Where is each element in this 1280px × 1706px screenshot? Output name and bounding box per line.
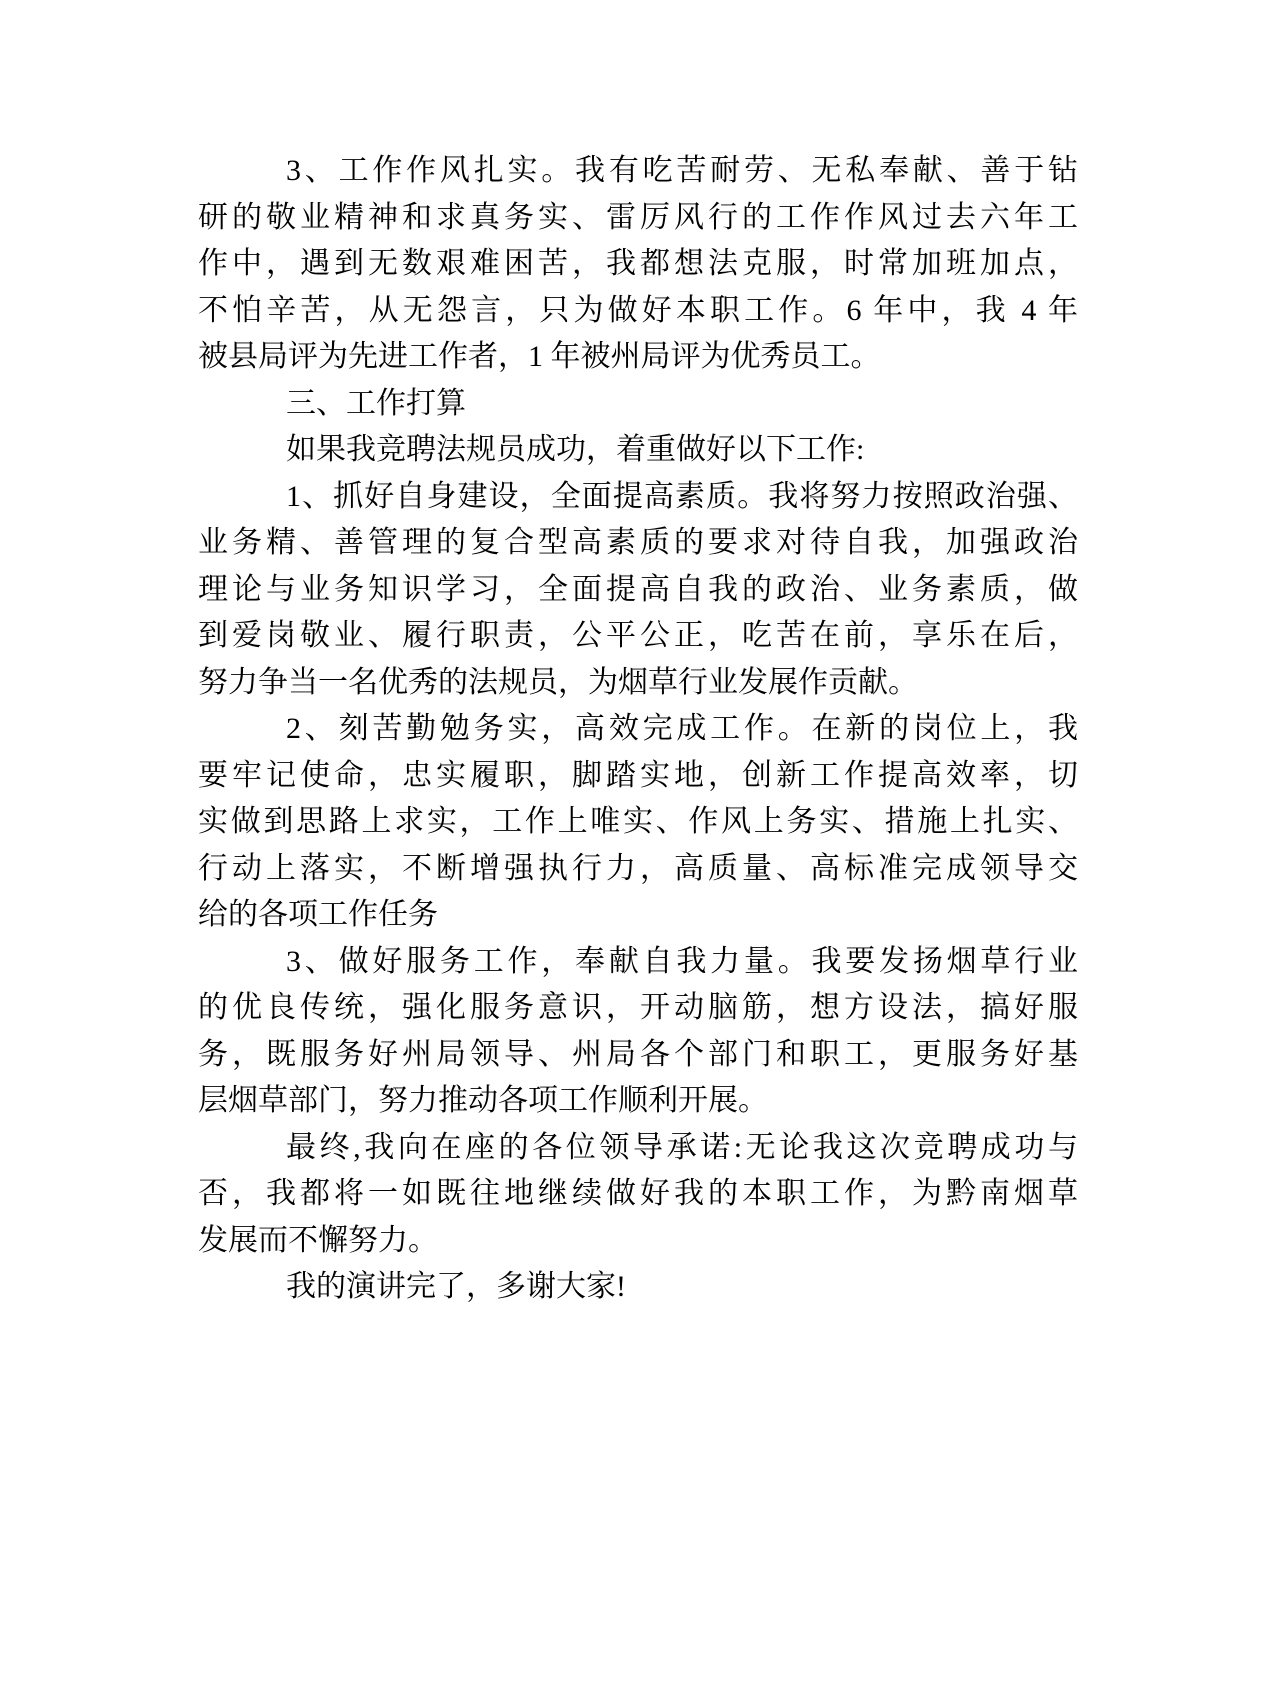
body-paragraph: [198, 427, 1078, 474]
text-line: 不怕辛苦，从无怨言，只为做好本职工作。6 年中，我 4 年: [198, 293, 1078, 327]
text-line: 发展而不懈努力。: [198, 1223, 438, 1257]
text-line: 努力争当一名优秀的法规员，为烟草行业发展作贡献。: [198, 665, 918, 699]
body-paragraph: [198, 474, 1078, 707]
text-line: 2、刻苦勤勉务实，高效完成工作。在新的岗位上，我: [286, 712, 1078, 745]
text-line: 的优良传统，强化服务意识，开动脑筋，想方设法，搞好服: [198, 991, 1078, 1024]
text-line: 业务精、善管理的复合型高素质的要求对待自我，加强政治: [198, 526, 1078, 559]
closing-line: [198, 1264, 1078, 1311]
text-line: 研的敬业精神和求真务实、雷厉风行的工作作风过去六年工: [198, 200, 1078, 234]
body-paragraph: [198, 148, 1078, 381]
text-line: 如果我竞聘法规员成功，着重做好以下工作:: [286, 433, 865, 466]
text-line: 最终,我向在座的各位领导承诺:无论我这次竞聘成功与: [286, 1130, 1078, 1164]
text-line: 作中，遇到无数艰难困苦，我都想法克服，时常加班加点，: [198, 247, 1078, 280]
text-line: 3、工作作风扎实。我有吃苦耐劳、无私奉献、善于钻: [286, 154, 1078, 187]
text-line: 行动上落实，不断增强执行力，高质量、高标准完成领导交: [198, 851, 1078, 885]
text-line: 到爱岗敬业、履行职责，公平公正，吃苦在前，享乐在后，: [198, 619, 1078, 652]
text-line: 给的各项工作任务: [198, 898, 438, 931]
body-paragraph: [198, 1125, 1078, 1265]
text-line: 我的演讲完了，多谢大家!: [286, 1270, 626, 1303]
text-line: 3、做好服务工作，奉献自我力量。我要发扬烟草行业: [286, 944, 1078, 978]
text-line: 否，我都将一如既往地继续做好我的本职工作，为黔南烟草: [198, 1177, 1078, 1210]
document-body: [198, 148, 1078, 1311]
text-line: 被县局评为先进工作者，1 年被州局评为优秀员工。: [198, 340, 881, 373]
text-line: 要牢记使命，忠实履职，脚踏实地，创新工作提高效率，切: [198, 758, 1078, 792]
body-paragraph: [198, 706, 1078, 939]
text-line: 三、工作打算: [286, 386, 466, 420]
text-line: 理论与业务知识学习，全面提高自我的政治、业务素质，做: [198, 572, 1078, 606]
body-paragraph: [198, 939, 1078, 1125]
text-line: 实做到思路上求实，工作上唯实、作风上务实、措施上扎实、: [198, 805, 1078, 838]
section-heading: [198, 381, 1078, 428]
text-line: 层烟草部门，努力推动各项工作顺利开展。: [198, 1084, 768, 1117]
text-line: 1、抓好自身建设，全面提高素质。我将努力按照政治强、: [286, 479, 1078, 513]
text-line: 务，既服务好州局领导、州局各个部门和职工，更服务好基: [198, 1037, 1078, 1071]
